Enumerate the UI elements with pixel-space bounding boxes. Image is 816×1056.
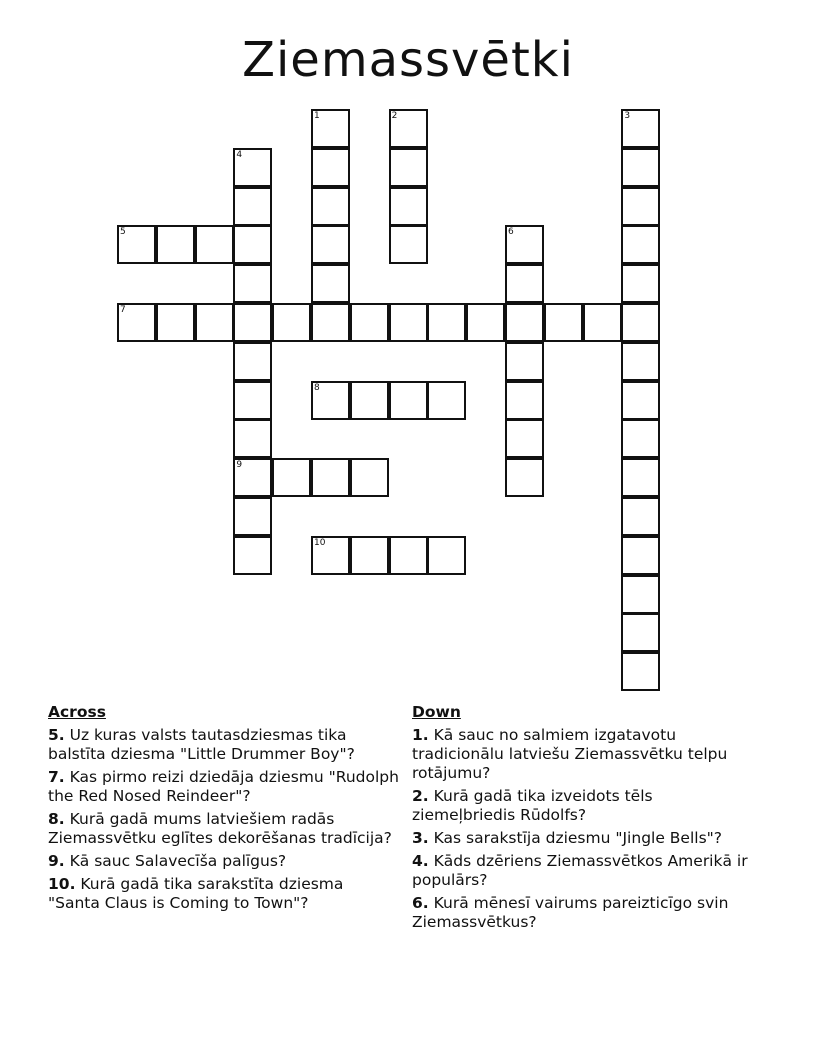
grid-cell[interactable] <box>505 225 544 264</box>
clue-text: Kurā gadā tika izveidots tēls ziemeļbriedis Rūdolfs? <box>412 787 653 824</box>
across-heading: Across <box>48 703 106 721</box>
grid-cell[interactable] <box>195 225 234 264</box>
grid-cell[interactable] <box>350 536 389 575</box>
grid-cell[interactable] <box>311 187 350 226</box>
cell-number: 7 <box>120 305 126 315</box>
grid-cell[interactable] <box>272 303 311 342</box>
grid-cell[interactable] <box>621 458 660 497</box>
grid-cell[interactable] <box>621 536 660 575</box>
grid-cell[interactable] <box>389 109 428 148</box>
grid-cell[interactable] <box>427 303 466 342</box>
grid-cell[interactable] <box>311 225 350 264</box>
clue-number: 7. <box>48 768 65 786</box>
clue-item <box>48 768 400 806</box>
cell-number: 3 <box>624 111 631 121</box>
grid-cell[interactable] <box>311 264 350 303</box>
grid-cell[interactable] <box>233 458 272 497</box>
grid-cell[interactable] <box>505 342 544 381</box>
grid-cell[interactable] <box>156 225 195 264</box>
grid-cell[interactable] <box>466 303 505 342</box>
cell-number: 10 <box>314 537 326 548</box>
grid-cell[interactable] <box>621 497 660 536</box>
grid-cell[interactable] <box>621 264 660 303</box>
grid-cell[interactable] <box>311 109 350 148</box>
across-clue-list <box>48 726 400 913</box>
grid-cell[interactable] <box>505 458 544 497</box>
down-heading: Down <box>412 703 461 721</box>
clue-text: Kurā gadā tika sarakstīta dziesma "Santa Claus is Coming to Town"? <box>48 875 344 912</box>
clue-number: 4. <box>412 852 429 870</box>
clue-item <box>48 810 400 848</box>
grid-cell[interactable] <box>233 264 272 303</box>
grid-cell[interactable] <box>505 381 544 420</box>
clue-item <box>412 787 752 825</box>
grid-cell[interactable] <box>621 303 660 342</box>
clue-number: 5. <box>48 726 65 744</box>
grid-cell[interactable] <box>389 303 428 342</box>
clue-item <box>412 894 752 932</box>
cell-number: 1 <box>314 111 320 121</box>
grid-cell[interactable] <box>621 148 660 187</box>
grid-cell[interactable] <box>233 303 272 342</box>
clue-item <box>48 852 400 871</box>
grid-cell[interactable] <box>544 303 583 342</box>
grid-cell[interactable] <box>389 148 428 187</box>
grid-cell[interactable] <box>505 419 544 458</box>
cell-number: 2 <box>391 111 398 121</box>
grid-cell[interactable] <box>621 381 660 420</box>
cell-number: 6 <box>508 227 514 238</box>
grid-cell[interactable] <box>621 342 660 381</box>
grid-cell[interactable] <box>427 381 466 420</box>
clue-number: 8. <box>48 810 65 828</box>
grid-cell[interactable] <box>311 536 350 575</box>
grid-cell[interactable] <box>621 652 660 691</box>
clue-number: 1. <box>412 726 429 744</box>
clue-item <box>412 726 752 783</box>
clue-item <box>48 726 400 764</box>
grid-cell[interactable] <box>621 187 660 226</box>
grid-cell[interactable] <box>583 303 622 342</box>
grid-cell[interactable] <box>621 109 660 148</box>
grid-cell[interactable] <box>233 497 272 536</box>
clue-number: 3. <box>412 829 429 847</box>
clue-item <box>412 829 752 848</box>
grid-cell[interactable] <box>233 419 272 458</box>
grid-cell[interactable] <box>621 419 660 458</box>
grid-cell[interactable] <box>233 187 272 226</box>
cell-number: 8 <box>314 382 320 393</box>
clue-number: 2. <box>412 787 429 805</box>
grid-cell[interactable] <box>156 303 195 342</box>
clue-text: Kurā gadā mums latviešiem radās Ziemassvētku eglītes dekorēšanas tradīcija? <box>48 810 392 847</box>
clue-item <box>48 875 400 913</box>
grid-cell[interactable] <box>350 381 389 420</box>
grid-cell[interactable] <box>117 303 156 342</box>
page-title: Ziemassvētki <box>242 32 574 88</box>
clue-number: 6. <box>412 894 429 912</box>
grid-cell[interactable] <box>311 381 350 420</box>
grid-cell[interactable] <box>195 303 234 342</box>
grid-cell[interactable] <box>233 381 272 420</box>
grid-cell[interactable] <box>389 187 428 226</box>
grid-cell[interactable] <box>389 225 428 264</box>
cell-number: 4 <box>236 149 243 160</box>
grid-cell[interactable] <box>311 458 350 497</box>
grid-cell[interactable] <box>233 342 272 381</box>
grid-cell[interactable] <box>350 303 389 342</box>
clue-number: 9. <box>48 852 65 870</box>
grid-cell[interactable] <box>117 225 156 264</box>
clue-text: Kāds dzēriens Ziemassvētkos Amerikā ir populārs? <box>412 852 748 889</box>
grid-cell[interactable] <box>621 225 660 264</box>
grid-cell[interactable] <box>233 536 272 575</box>
down-clue-list <box>412 726 752 932</box>
grid-cell[interactable] <box>621 613 660 652</box>
grid-cell[interactable] <box>389 381 428 420</box>
grid-cell[interactable] <box>272 458 311 497</box>
grid-cell[interactable] <box>311 148 350 187</box>
grid-cell[interactable] <box>505 303 544 342</box>
clue-text: Kā sauc Salavecīša palīgus? <box>64 852 287 870</box>
clue-text: Kas sarakstīja dziesmu "Jingle Bells"? <box>428 829 723 847</box>
clue-text: Kā sauc no salmiem izgatavotu tradicionālu latviešu Ziemassvētku telpu rotājumu? <box>412 726 728 782</box>
grid-cell[interactable] <box>311 303 350 342</box>
grid-cell[interactable] <box>233 148 272 187</box>
grid-cell[interactable] <box>389 536 428 575</box>
grid-cell[interactable] <box>505 264 544 303</box>
cell-number: 9 <box>236 460 243 471</box>
clue-text: Uz kuras valsts tautasdziesmas tika balstīta dziesma "Little Drummer Boy"? <box>48 726 355 763</box>
grid-cell[interactable] <box>350 458 389 497</box>
grid-cell[interactable] <box>621 575 660 614</box>
cell-number: 5 <box>120 227 126 238</box>
clue-text: Kas pirmo reizi dziedāja dziesmu "Rudolph the Red Nosed Reindeer"? <box>48 768 399 805</box>
grid-cell[interactable] <box>233 225 272 264</box>
across-clues <box>48 703 400 917</box>
clue-number: 10. <box>48 875 76 893</box>
grid-cell[interactable] <box>427 536 466 575</box>
clue-item <box>412 852 752 890</box>
down-clues <box>412 703 752 936</box>
clue-text: Kurā mēnesī vairums pareizticīgo svin Ziemassvētkus? <box>412 894 729 931</box>
